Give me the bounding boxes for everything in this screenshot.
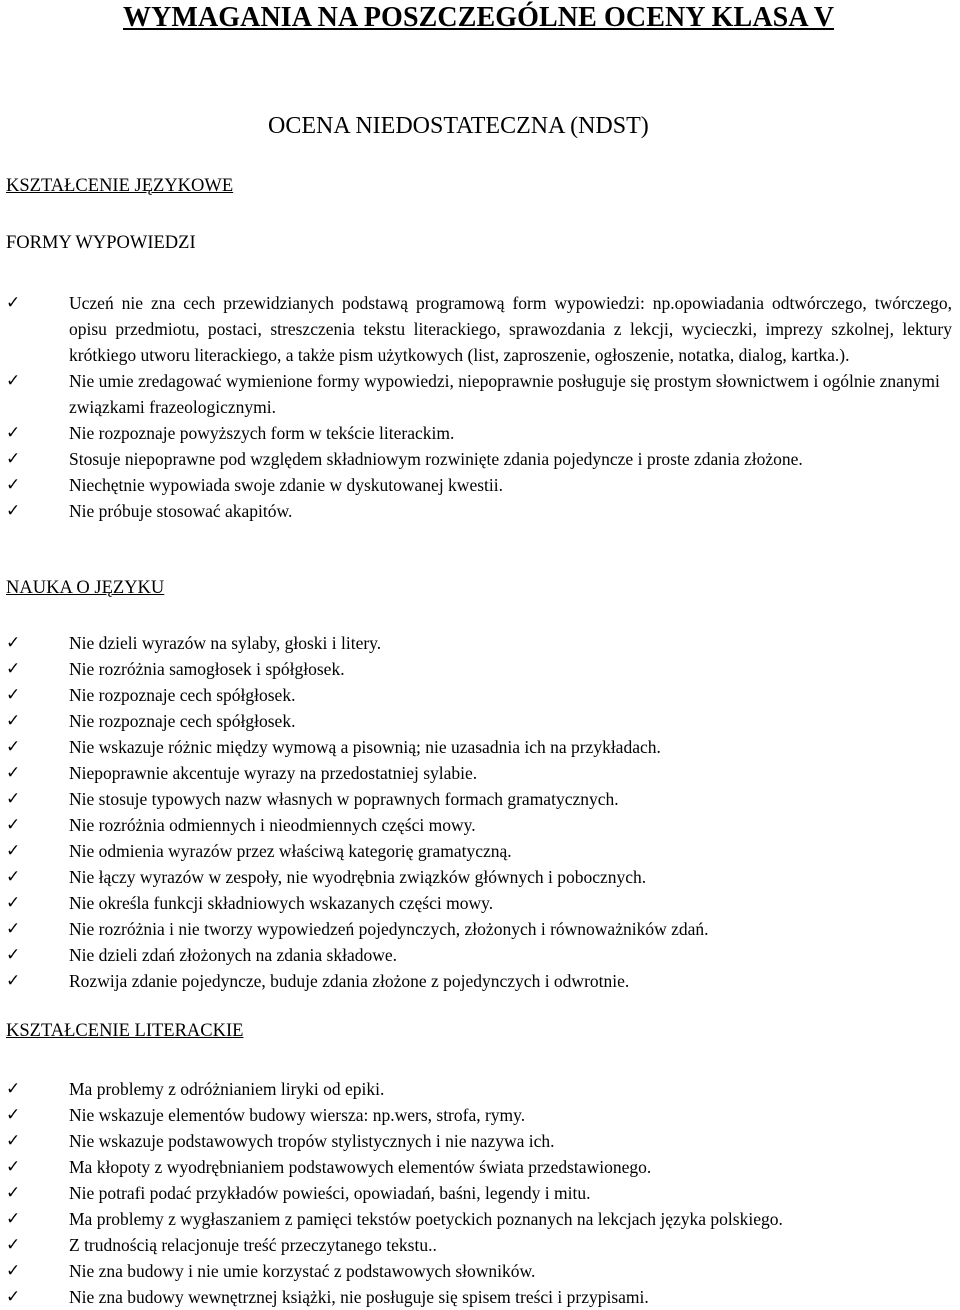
checkmark-icon: ✓ (6, 293, 21, 313)
checkmark-icon: ✓ (6, 1105, 21, 1125)
literature-list (0, 1076, 960, 1310)
list-item: ✓ Z trudnością relacjonuje treść przeczytanego tekstu.. (0, 1232, 960, 1258)
checkmark-icon: ✓ (6, 659, 21, 679)
list-item: ✓ Nie potrafi podać przykładów powieści, opowiadań, baśni, legendy i mitu. (0, 1180, 960, 1206)
checkmark-icon: ✓ (6, 371, 21, 391)
checkmark-icon: ✓ (6, 1235, 21, 1255)
list-item: ✓ Nie próbuje stosować akapitów. (0, 498, 960, 524)
list-item: ✓ Ma problemy z wygłaszaniem z pamięci tekstów poetyckich poznanych na lekcjach języka polskiego. (0, 1206, 960, 1232)
checkmark-icon: ✓ (6, 475, 21, 495)
list-item: ✓ Nie rozróżnia odmiennych i nieodmiennych części mowy. (0, 812, 960, 838)
checkmark-icon: ✓ (6, 711, 21, 731)
list-item: ✓ Nie wskazuje różnic między wymową a pisownią; nie uzasadnia ich na przykładach. (0, 734, 960, 760)
grade-title: OCENA NIEDOSTATECZNA (NDST) (268, 113, 649, 139)
forms-list (0, 290, 960, 524)
list-item: ✓ Nie wskazuje elementów budowy wiersza: np.wers, strofa, rymy. (0, 1102, 960, 1128)
grammar-list (0, 630, 960, 994)
checkmark-icon: ✓ (6, 1079, 21, 1099)
list-item: ✓ Nie rozpoznaje cech spółgłosek. (0, 682, 960, 708)
checkmark-icon: ✓ (6, 789, 21, 809)
list-item: ✓ Nie wskazuje podstawowych tropów stylistycznych i nie nazywa ich. (0, 1128, 960, 1154)
checkmark-icon: ✓ (6, 633, 21, 653)
checkmark-icon: ✓ (6, 1157, 21, 1177)
list-item: ✓ Nie rozróżnia i nie tworzy wypowiedzeń pojedynczych, złożonych i równoważników zdań. (0, 916, 960, 942)
checkmark-icon: ✓ (6, 867, 21, 887)
checkmark-icon: ✓ (6, 815, 21, 835)
page-title: WYMAGANIA NA POSZCZEGÓLNE OCENY KLASA V (123, 2, 835, 33)
list-item: ✓ Stosuje niepoprawne pod względem składniowym rozwinięte zdania pojedyncze i proste zdania złożone. (0, 446, 960, 472)
section-heading-language: KSZTAŁCENIE JĘZYKOWE (6, 176, 234, 196)
list-item: ✓ Niechętnie wypowiada swoje zdanie w dyskutowanej kwestii. (0, 472, 960, 498)
list-item: ✓ Nie odmienia wyrazów przez właściwą kategorię gramatyczną. (0, 838, 960, 864)
checkmark-icon: ✓ (6, 449, 21, 469)
checkmark-icon: ✓ (6, 971, 21, 991)
list-item: ✓ Nie zna budowy wewnętrznej książki, nie posługuje się spisem treści i przypisami. (0, 1284, 960, 1310)
checkmark-icon: ✓ (6, 1131, 21, 1151)
list-item: ✓ Nie rozróżnia samogłosek i spółgłosek. (0, 656, 960, 682)
list-item: ✓ Nie dzieli zdań złożonych na zdania składowe. (0, 942, 960, 968)
checkmark-icon: ✓ (6, 1287, 21, 1307)
list-item: ✓ Nie rozpoznaje cech spółgłosek. (0, 708, 960, 734)
section-heading-literature: KSZTAŁCENIE LITERACKIE (6, 1021, 244, 1041)
checkmark-icon: ✓ (6, 945, 21, 965)
list-item: ✓ Nie dzieli wyrazów na sylaby, głoski i litery. (0, 630, 960, 656)
list-item: ✓ Nie zna budowy i nie umie korzystać z podstawowych słowników. (0, 1258, 960, 1284)
list-item: ✓ Ma kłopoty z wyodrębnianiem podstawowych elementów świata przedstawionego. (0, 1154, 960, 1180)
list-item: ✓ Nie łączy wyrazów w zespoły, nie wyodrębnia związków głównych i pobocznych. (0, 864, 960, 890)
checkmark-icon: ✓ (6, 893, 21, 913)
section-heading-forms: FORMY WYPOWIEDZI (6, 233, 196, 253)
list-item: ✓ Rozwija zdanie pojedyncze, buduje zdania złożone z pojedynczych i odwrotnie. (0, 968, 960, 994)
checkmark-icon: ✓ (6, 841, 21, 861)
checkmark-icon: ✓ (6, 423, 21, 443)
list-item: ✓ Niepoprawnie akcentuje wyrazy na przedostatniej sylabie. (0, 760, 960, 786)
checkmark-icon: ✓ (6, 1209, 21, 1229)
list-item: ✓ Nie umie zredagować wymienione formy wypowiedzi, niepoprawnie posługuje się prostym słownictwem i ogólnie znanymi związkami frazeologicznymi. (0, 368, 960, 420)
checkmark-icon: ✓ (6, 1183, 21, 1203)
list-item: ✓ Ma problemy z odróżnianiem liryki od epiki. (0, 1076, 960, 1102)
list-item: ✓ Nie stosuje typowych nazw własnych w poprawnych formach gramatycznych. (0, 786, 960, 812)
list-item: ✓ Nie określa funkcji składniowych wskazanych części mowy. (0, 890, 960, 916)
checkmark-icon: ✓ (6, 919, 21, 939)
checkmark-icon: ✓ (6, 1261, 21, 1281)
list-item: ✓ Uczeń nie zna cech przewidzianych podstawą programową form wypowiedzi: np.opowiadania odtwórczego, twórczego, opisu przedmiotu, postaci, streszczenia tekstu literackiego, sprawozdania z lekcji, wycieczki, imprezy szkolnej, lektury krótkiego utworu literackiego, a także pism użytkowych (list, zaproszenie, ogłoszenie, notatka, dialog, kartka.). (0, 290, 960, 368)
list-item: ✓ Nie rozpoznaje powyższych form w tekście literackim. (0, 420, 960, 446)
checkmark-icon: ✓ (6, 737, 21, 757)
checkmark-icon: ✓ (6, 685, 21, 705)
checkmark-icon: ✓ (6, 763, 21, 783)
section-heading-grammar: NAUKA O JĘZYKU (6, 578, 165, 598)
checkmark-icon: ✓ (6, 501, 21, 521)
